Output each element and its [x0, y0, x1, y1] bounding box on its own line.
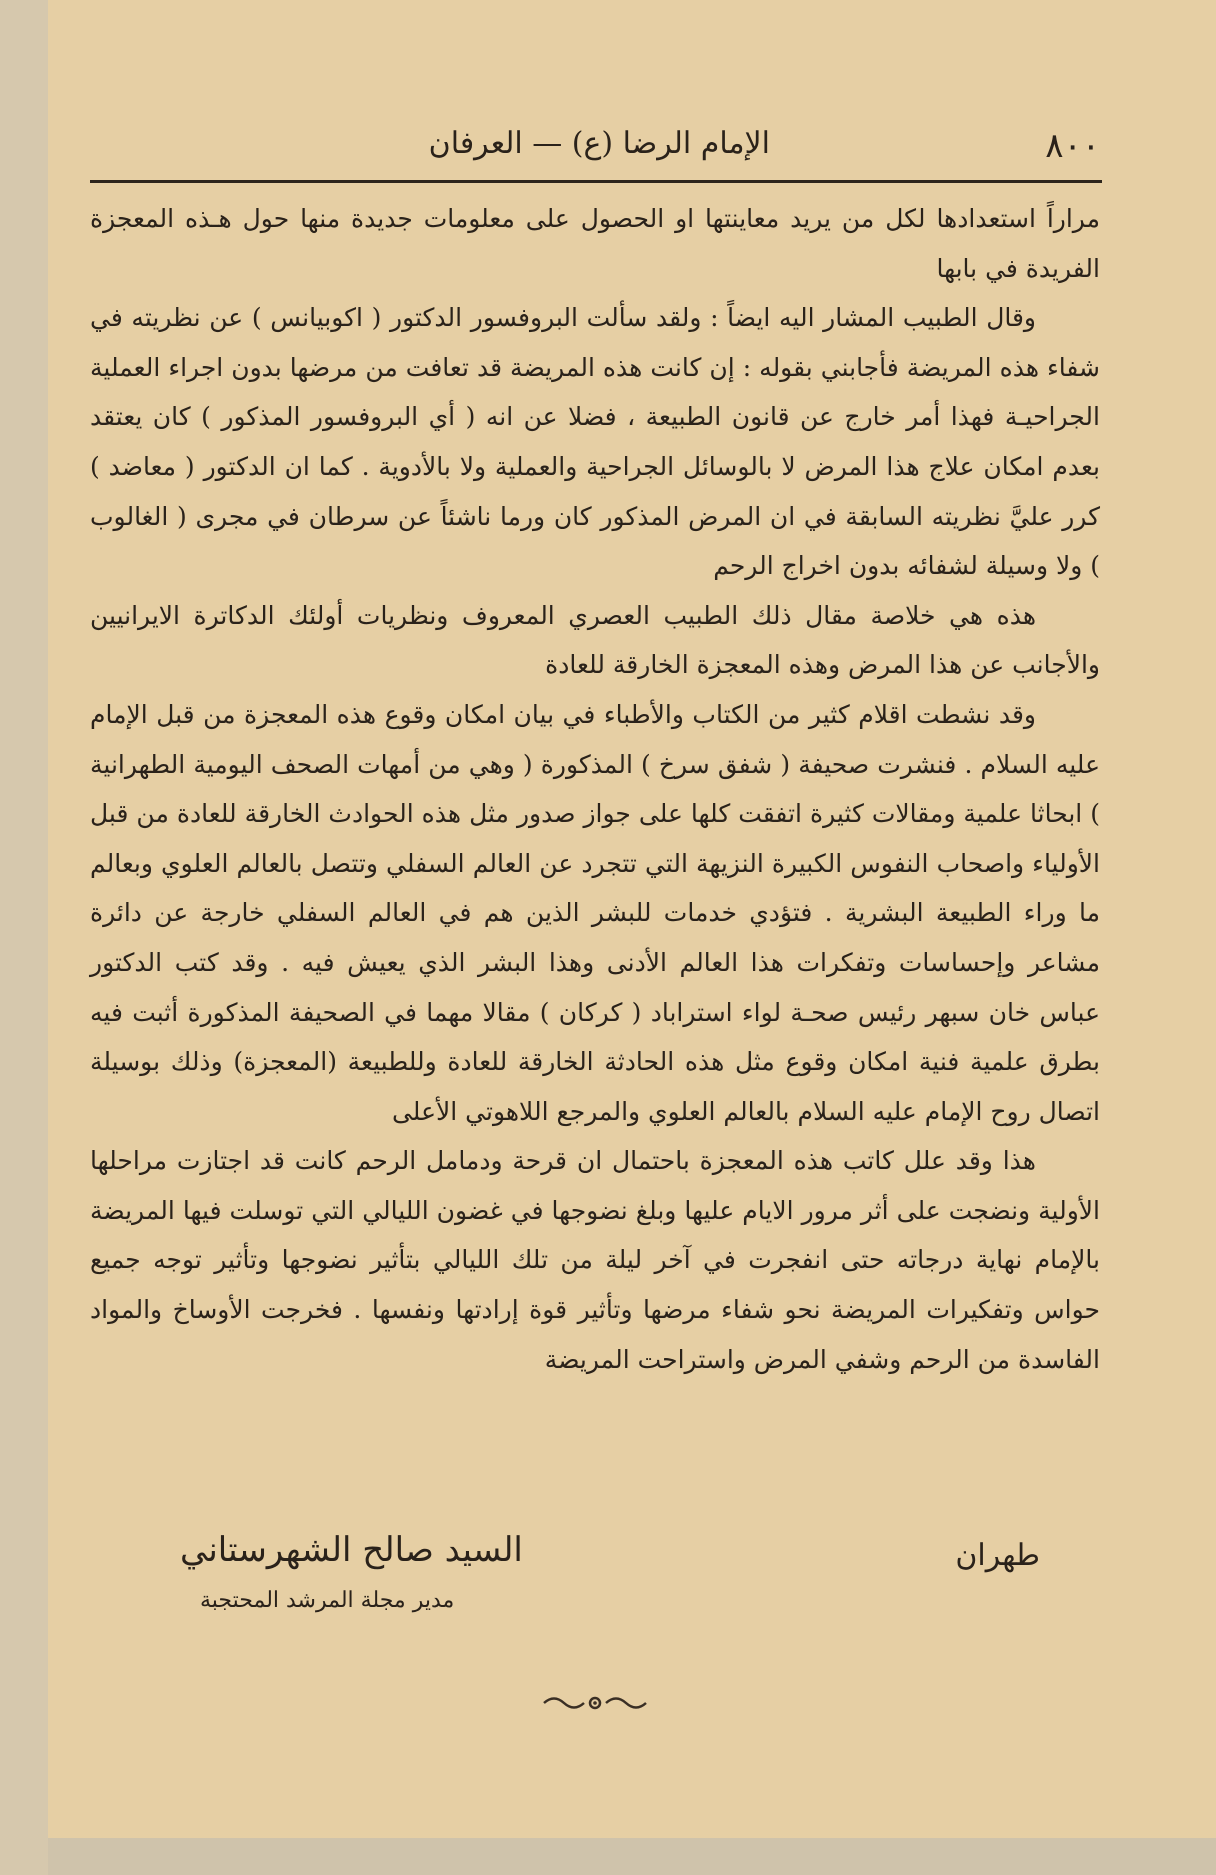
paragraph-4: وقد نشطت اقلام كثير من الكتاب والأطباء في بيان امكان وقوع هذه المعجزة من قبل الإمام عليه السلام . فنشرت صحيفة ( شفق سرخ ) المذكورة ( وهي من أمهات الصحف اليومية الطهرانية ) ابحاثا علمية ومقالات كثيرة اتفقت كلها على جواز صدور مثل هذه الحوادث الخارقة للعادة من قبل الأولياء واصحاب النفوس الكبيرة النزيهة التي تتجرد عن العالم السفلي وتتصل بالعالم العلوي وبعالم ما وراء الطبيعة البشرية . فتؤدي خدمات للبشر الذين هم في العالم السفلي خارجة عن دائرة مشاعر وإحساسات وتفكرات هذا العالم الأدنى وهذا البشر الذي يعيش فيه . وقد كتب الدكتور عباس خان سبهر رئيس صحـة لواء استراباد ( كركان ) مقالا مهما في الصحيفة المذكورة أثبت فيه بطرق علمية فنية امكان وقوع مثل هذه الحادثة الخارقة للعادة وللطبيعة (المعجزة) وذلك بوسيلة اتصال روح الإمام عليه السلام بالعالم العلوي والمرجع اللاهوتي الأعلى — [90, 699, 1100, 1126]
signature-block — [120, 1530, 1100, 1650]
signature-place: طهران — [955, 1538, 1040, 1573]
header-rule — [90, 180, 1102, 183]
paragraph-1: مراراً استعدادها لكل من يريد معاينتها او الحصول على معلومات جديدة منها حول هـذه المعجزة الفريدة في بابها — [90, 204, 1100, 283]
paragraph-5: هذا وقد علل كاتب هذه المعجزة باحتمال ان قرحة ودمامل الرحم كانت قد اجتازت مراحلها الأولية ونضجت على أثر مرور الايام عليها وبلغ نضوجها في غضون الليالي التي توسلت فيها المريضة بالإمام نهاية درجاته حتى انفجرت في آخر ليلة من تلك الليالي بتأثير نضوجها وتأثير توجه جميع حواس وتفكيرات المريضة نحو شفاء مرضها وتأثير قوة إرادتها ونفسها . فخرجت الأوساخ والمواد الفاسدة من الرحم وشفي المرض واستراحت المريضة — [90, 1146, 1100, 1374]
scan-left-margin — [0, 0, 48, 1875]
signature-title: مدير مجلة المرشد المحتجبة — [200, 1588, 455, 1613]
ornament-divider-icon — [540, 1690, 650, 1716]
body-text — [90, 194, 1100, 1384]
page-number: ٨٠٠ — [1045, 126, 1100, 166]
paragraph-3: هذه هي خلاصة مقال ذلك الطبيب العصري المعروف ونظريات أولئك الدكاترة الايرانيين والأجانب عن هذا المرض وهذه المعجزة الخارقة للعادة — [90, 600, 1100, 680]
scan-bottom-margin — [48, 1838, 1216, 1875]
paragraph-2: وقال الطبيب المشار اليه ايضاً : ولقد سألت البروفسور الدكتور ( اكوبيانس ) عن نظريته في شفاء هذه المريضة فأجابني بقوله : إن كانت هذه المريضة قد تعافت من مرضها بدون اجراء العملية الجراحيـة فهذا أمر خارج عن قانون الطبيعة ، فضلا عن انه ( أي البروفسور المذكور ) كان يعتقد بعدم امكان علاج هذا المرض لا بالوسائل الجراحية والعملية ولا بالأدوية . كما ان الدكتور ( معاضد ) كرر عليَّ نظريته السابقة في ان المرض المذكور كان ورما ناشئاً عن سرطان في مجرى ( الغالوب ) ولا وسيلة لشفائه بدون اخراج الرحم — [90, 303, 1100, 581]
running-title: الإمام الرضا (ع) — العرفان — [428, 126, 770, 161]
signature-name: السيد صالح الشهرستاني — [180, 1530, 523, 1570]
page-header — [90, 120, 1100, 170]
